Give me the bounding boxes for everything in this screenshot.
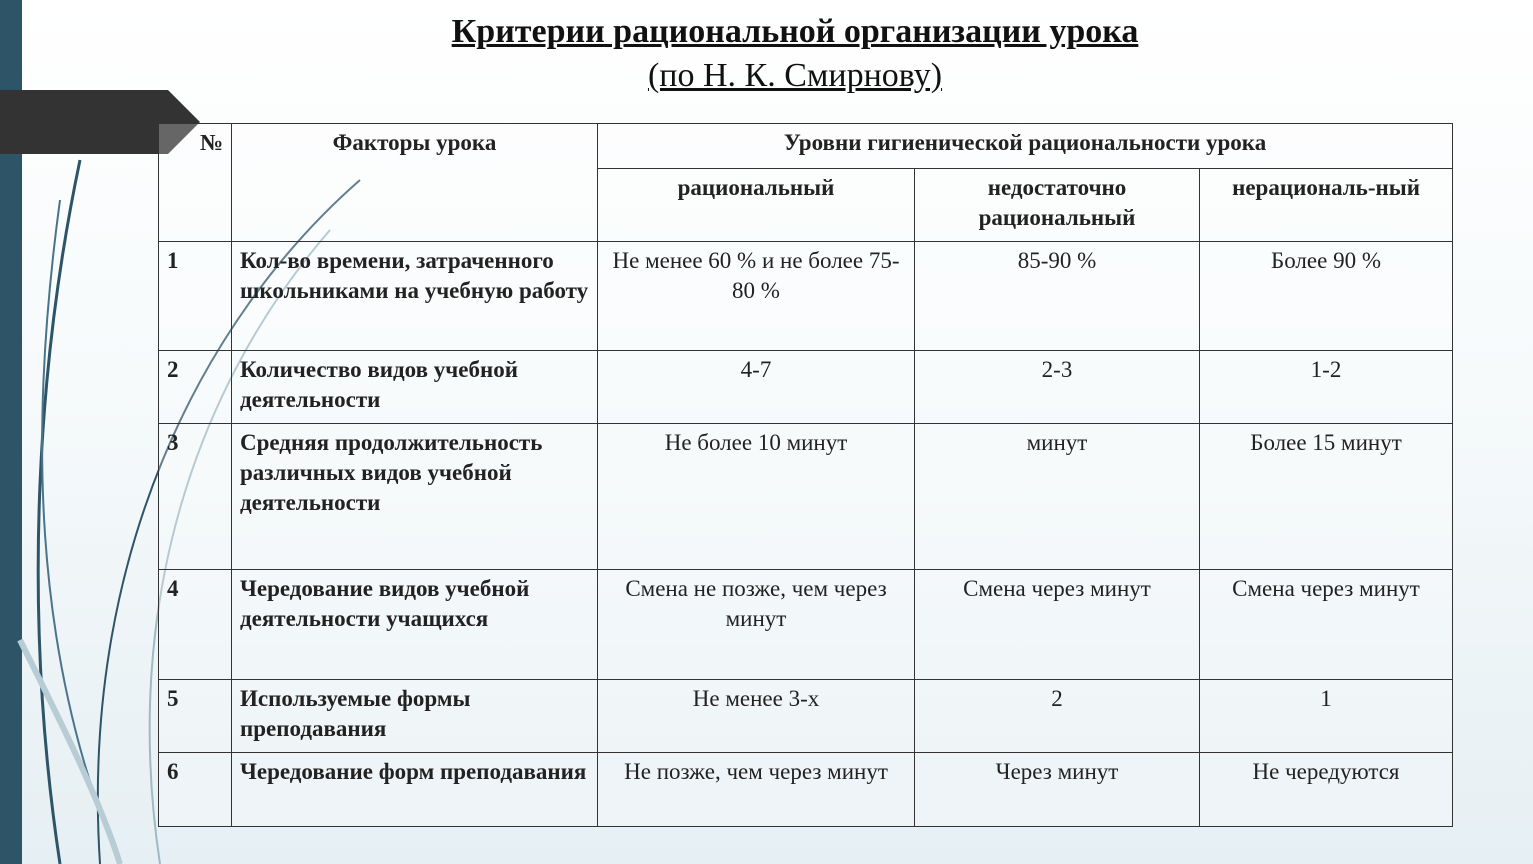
table-row [159, 753, 1453, 827]
header-insufficient: недостаточно рациональный [915, 169, 1200, 242]
table-row [159, 570, 1453, 680]
row-rational: Не менее 60 % и не более 75-80 % [598, 242, 915, 351]
row-irrational: Смена через минут [1200, 570, 1453, 680]
row-insufficient: Через минут [915, 753, 1200, 827]
header-irrational: нерациональ-ный [1200, 169, 1453, 242]
row-factor: Количество видов учебной деятельности [232, 351, 598, 424]
table-row [159, 242, 1453, 351]
row-num: 2 [159, 351, 232, 424]
header-rational: рациональный [598, 169, 915, 242]
row-irrational: 1 [1200, 680, 1453, 753]
row-factor: Кол-во времени, затраченного школьниками на учебную работу [232, 242, 598, 351]
row-insufficient: 85-90 % [915, 242, 1200, 351]
row-factor: Используемые формы преподавания [232, 680, 598, 753]
header-num: № [159, 124, 232, 242]
header-levels: Уровни гигиенической рациональности урока [598, 124, 1453, 169]
row-rational: Не позже, чем через минут [598, 753, 915, 827]
row-rational: 4-7 [598, 351, 915, 424]
row-num: 4 [159, 570, 232, 680]
row-irrational: Более 90 % [1200, 242, 1453, 351]
row-insufficient: минут [915, 424, 1200, 570]
row-insufficient: 2-3 [915, 351, 1200, 424]
row-factor: Чередование форм преподавания [232, 753, 598, 827]
row-irrational: Не чередуются [1200, 753, 1453, 827]
row-num: 1 [159, 242, 232, 351]
page-subtitle: (по Н. К. Смирнову) [647, 57, 943, 94]
header-factors: Факторы урока [232, 124, 598, 242]
row-factor: Чередование видов учебной деятельности учащихся [232, 570, 598, 680]
row-rational: Не менее 3-х [598, 680, 915, 753]
table-row [159, 424, 1453, 570]
row-rational: Смена не позже, чем через минут [598, 570, 915, 680]
table-row [159, 680, 1453, 753]
title-block [250, 10, 1340, 98]
table-row [159, 351, 1453, 424]
row-num: 6 [159, 753, 232, 827]
row-num: 5 [159, 680, 232, 753]
row-irrational: Более 15 минут [1200, 424, 1453, 570]
row-insufficient: 2 [915, 680, 1200, 753]
row-irrational: 1-2 [1200, 351, 1453, 424]
row-insufficient: Смена через минут [915, 570, 1200, 680]
criteria-table [158, 123, 1453, 827]
row-factor: Средняя продолжительность различных видов учебной деятельности [232, 424, 598, 570]
row-num: 3 [159, 424, 232, 570]
page-title: Критерии рациональной организации урока [451, 13, 1139, 50]
row-rational: Не более 10 минут [598, 424, 915, 570]
